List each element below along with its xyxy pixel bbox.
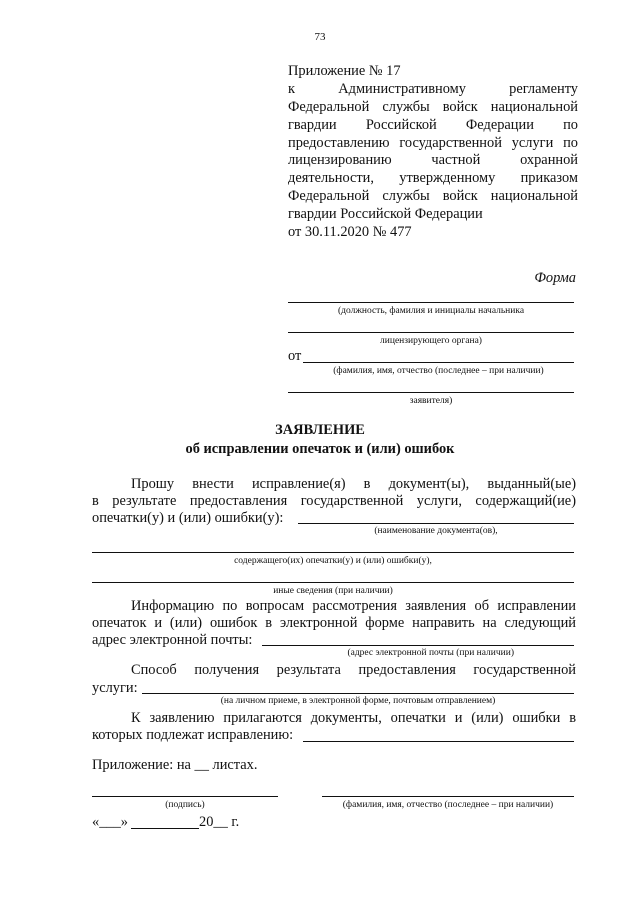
date-month-line [131,828,199,829]
signature-caption: (подпись) [165,800,205,810]
appendix-line: Федеральной службы войск национальной [288,188,578,205]
attachment-line: Приложение: на __ листах. [92,757,258,773]
form-label: Форма [534,270,576,286]
appendix-line: к Административному регламенту [288,80,578,97]
appendix-line: предоставлению государственной услуги по [288,134,578,151]
position-caption: (должность, фамилия и инициалы начальника [337,306,525,316]
document-name-line [298,523,574,524]
appendix-line: Федеральной службы войск национальной [288,98,578,115]
other-info-caption: иные сведения (при наличии) [273,586,393,596]
paragraph-line: Информацию по вопросам рассмотрения заявления об исправлении [131,598,576,614]
email-caption: (адрес электронной почты (при наличии) [347,648,514,658]
paragraph-line: Способ получения результата предоставления государственной [131,662,576,678]
appendix-line: гвардии Российской Федерации [288,206,483,223]
document-name-caption: (наименование документа(ов), [374,526,498,536]
from-label: от [288,348,302,364]
delivery-method-caption: (на личном приеме, в электронной форме, почтовым отправлением) [220,696,496,706]
delivery-method-line [142,693,574,694]
paragraph-line: опечаток и (или) ошибок в электронной форме направить на следующий [92,615,576,631]
appendix-line: лицензированию частной охранной [288,152,578,169]
appendix-line: Приложение № 17 [288,63,401,79]
fio-caption: (фамилия, имя, отчество (последнее – при наличии) [333,366,544,376]
paragraph-line: Прошу внести исправление(я) в документ(ы), выданный(ые) [131,476,576,492]
appendix-block [288,63,578,242]
appendix-line: гвардии Российской Федерации по [288,116,578,133]
errors-line [92,552,574,553]
appendix-line: деятельности, утвержденному приказом [288,170,578,187]
date-day: «___» [92,814,128,830]
organ-caption: лицензирующего органа) [380,336,482,346]
paragraph-line: опечатки(у) и (или) ошибки(у): [92,510,284,526]
applicant-name-line [303,362,574,363]
signature-line [92,796,278,797]
paragraph-line: в результате предоставления государственной услуги, содержащий(ие) [92,493,576,509]
paragraph-line: адрес электронной почты: [92,632,253,648]
email-line [262,645,574,646]
errors-caption: содержащего(их) опечатки(у) и (или) ошибки(у), [234,556,432,566]
document-title: ЗАЯВЛЕНИЕ [275,422,365,438]
date-year: 20__ г. [199,814,240,830]
applicant-line [288,392,574,393]
position-field-line [288,302,574,303]
signer-name-line [322,796,574,797]
signer-name-caption: (фамилия, имя, отчество (последнее – при наличии) [342,800,554,810]
paragraph-line: которых подлежат исправлению: [92,727,294,743]
applicant-caption: заявителя) [409,396,453,406]
page-number: 73 [314,31,326,43]
document-subtitle: об исправлении опечаток и (или) ошибок [185,441,455,457]
paragraph-line: услуги: [92,680,138,696]
documents-line [303,741,574,742]
other-info-line [92,582,574,583]
paragraph-line: К заявлению прилагаются документы, опечатки и (или) ошибки в [131,710,576,726]
organ-field-line [288,332,574,333]
appendix-line: от 30.11.2020 № 477 [288,224,412,241]
